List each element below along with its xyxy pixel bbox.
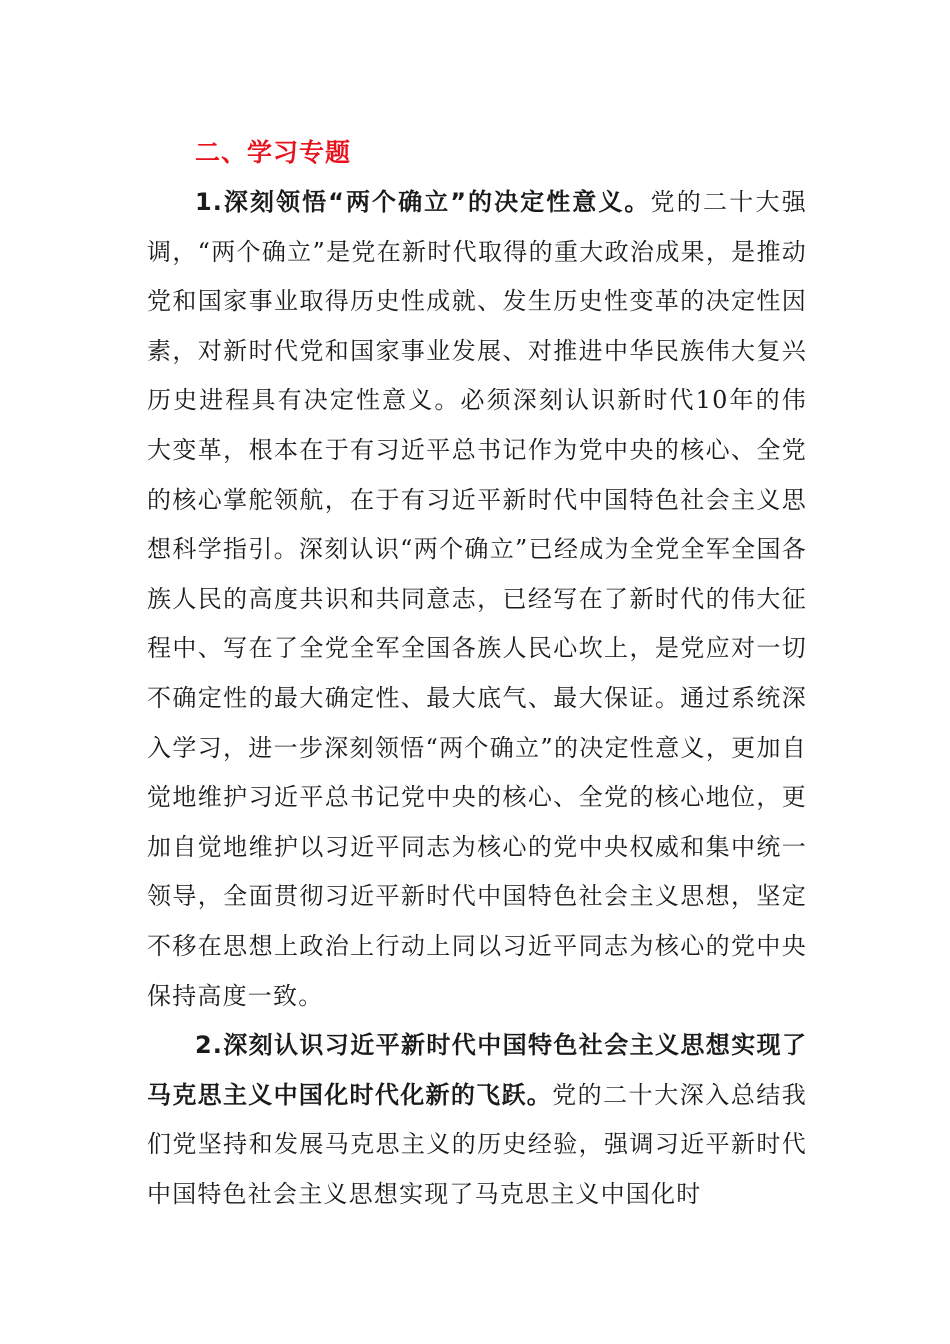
paragraph-1 <box>147 178 807 1021</box>
paragraph-1-body: 党的二十大强调，“两个确立”是党在新时代取得的重大政治成果，是推动党和国家事业取得历史性成就、发生历史性变革的决定性因素，对新时代党和国家事业发展、对推进中华民族伟大复兴历史进程具有决定性意义。必须深刻认识新时代10年的伟大变革，根本在于有习近平总书记作为党中央的核心、全党的核心掌舵领航，在于有习近平新时代中国特色社会主义思想科学指引。深刻认识“两个确立”已经成为全党全军全国各族人民的高度共识和共同意志，已经写在了新时代的伟大征程中、写在了全党全军全国各族人民心坎上，是党应对一切不确定性的最大确定性、最大底气、最大保证。通过系统深入学习，进一步深刻领悟“两个确立”的决定性意义，更加自觉地维护习近平总书记党中央的核心、全党的核心地位，更加自觉地维护以习近平同志为核心的党中央权威和集中统一领导，全面贯彻习近平新时代中国特色社会主义思想，坚定不移在思想上政治上行动上同以习近平同志为核心的党中央保持高度一致。 <box>147 188 807 1010</box>
paragraph-2 <box>147 1021 807 1219</box>
section-title: 二、学习专题 <box>195 138 352 167</box>
paragraph-1-lead: 1.深刻领悟“两个确立”的决定性意义。 <box>195 188 651 216</box>
paragraph-2-body: 党的二十大深入总结我们党坚持和发展马克思主义的历史经验，强调习近平新时代中国特色社会主义思想实现了马克思主义中国化时 <box>147 1080 808 1208</box>
paragraph-2-lead: 2.深刻认识习近平新时代中国特色社会主义思想实现了马克思主义中国化时代化新的飞跃。 <box>147 1031 807 1109</box>
document-body <box>147 128 807 1219</box>
